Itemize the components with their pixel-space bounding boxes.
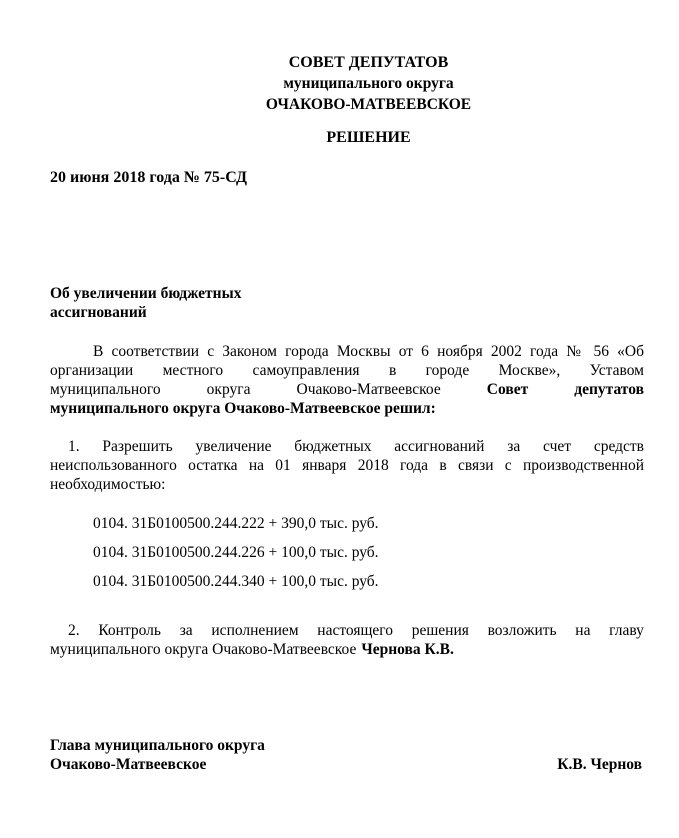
word: организации <box>50 362 134 379</box>
item-number: 1. <box>68 438 80 455</box>
word: увеличение <box>195 438 272 455</box>
word: Контроль <box>98 622 161 639</box>
responsible-person: Чернова К.В. <box>361 641 454 658</box>
word: городе <box>425 362 470 379</box>
preamble-text: В соответствии с Законом города Москвы от 6 ноября 2002 года № 56 «Об <box>93 343 644 360</box>
word: местного <box>162 362 224 379</box>
subject-line: ассигнований <box>50 304 147 321</box>
item-line <box>50 475 644 494</box>
word: в <box>388 362 397 379</box>
item-line <box>50 456 644 475</box>
word: настоящего <box>317 622 394 639</box>
word: Москве», <box>498 362 561 379</box>
budget-line: 0104. 31Б0100500.244.222 + 390,0 тыс. руб. <box>93 515 379 532</box>
subject-line: Об увеличении бюджетных <box>50 285 242 302</box>
word: на <box>575 622 591 639</box>
item-text: неиспользованного остатка на 01 января 2018 года в связи с производственной <box>50 457 644 474</box>
word: средств <box>593 438 644 455</box>
budget-line: 0104. 31Б0100500.244.226 + 100,0 тыс. руб. <box>93 544 379 561</box>
item-line <box>50 640 644 659</box>
word: решения <box>411 622 469 639</box>
word: Уставом <box>589 362 644 379</box>
word: за <box>179 622 193 639</box>
word: Разрешить <box>102 438 173 455</box>
preamble-paragraph <box>50 342 644 418</box>
item-line <box>50 621 644 640</box>
council-title: СОВЕТ ДЕПУТАТОВ <box>288 54 449 71</box>
signature-block <box>50 736 642 774</box>
budget-line: 0104. 31Б0100500.244.340 + 100,0 тыс. руб. <box>93 573 379 590</box>
word: за <box>507 438 521 455</box>
signature-row <box>50 755 642 774</box>
word: депутатов <box>574 381 644 398</box>
signature-row <box>50 736 642 755</box>
document-header <box>0 52 679 115</box>
resolved-clause: муниципального округа Очаково-Матвеевское решил: <box>50 400 436 417</box>
word: самоуправления <box>252 362 360 379</box>
word: Совет <box>486 381 529 398</box>
preamble-line <box>50 361 644 380</box>
item-1-paragraph <box>50 437 644 494</box>
word: бюджетных <box>294 438 372 455</box>
word: исполнением <box>211 622 299 639</box>
word: возложить <box>487 622 557 639</box>
council-subtitle: муниципального округа <box>283 75 454 92</box>
word: главу <box>609 622 644 639</box>
item-text: необходимостью: <box>50 476 166 493</box>
district-name: ОЧАКОВО-МАТВЕЕВСКОЕ <box>265 96 472 113</box>
item-line <box>50 437 644 456</box>
preamble-line <box>50 380 644 399</box>
signatory-title: Глава муниципального округа <box>50 737 265 754</box>
preamble-line <box>50 399 644 418</box>
date-and-number: 20 июня 2018 года № 75-СД <box>50 169 247 186</box>
word: муниципального <box>50 381 161 398</box>
word: Очаково-Матвеевское <box>296 381 441 398</box>
item-text: муниципального округа Очаково-Матвеевское <box>50 641 357 658</box>
signatory-name: К.В. Чернов <box>557 756 642 773</box>
preamble-line <box>50 342 644 361</box>
word: счет <box>543 438 572 455</box>
word: округа <box>206 381 251 398</box>
document-type: РЕШЕНИЕ <box>326 129 411 146</box>
item-2-paragraph <box>50 621 644 659</box>
word: ассигнований <box>394 438 485 455</box>
item-number: 2. <box>68 622 80 639</box>
decision-subject <box>50 284 241 322</box>
signatory-district: Очаково-Матвеевское <box>50 756 207 773</box>
